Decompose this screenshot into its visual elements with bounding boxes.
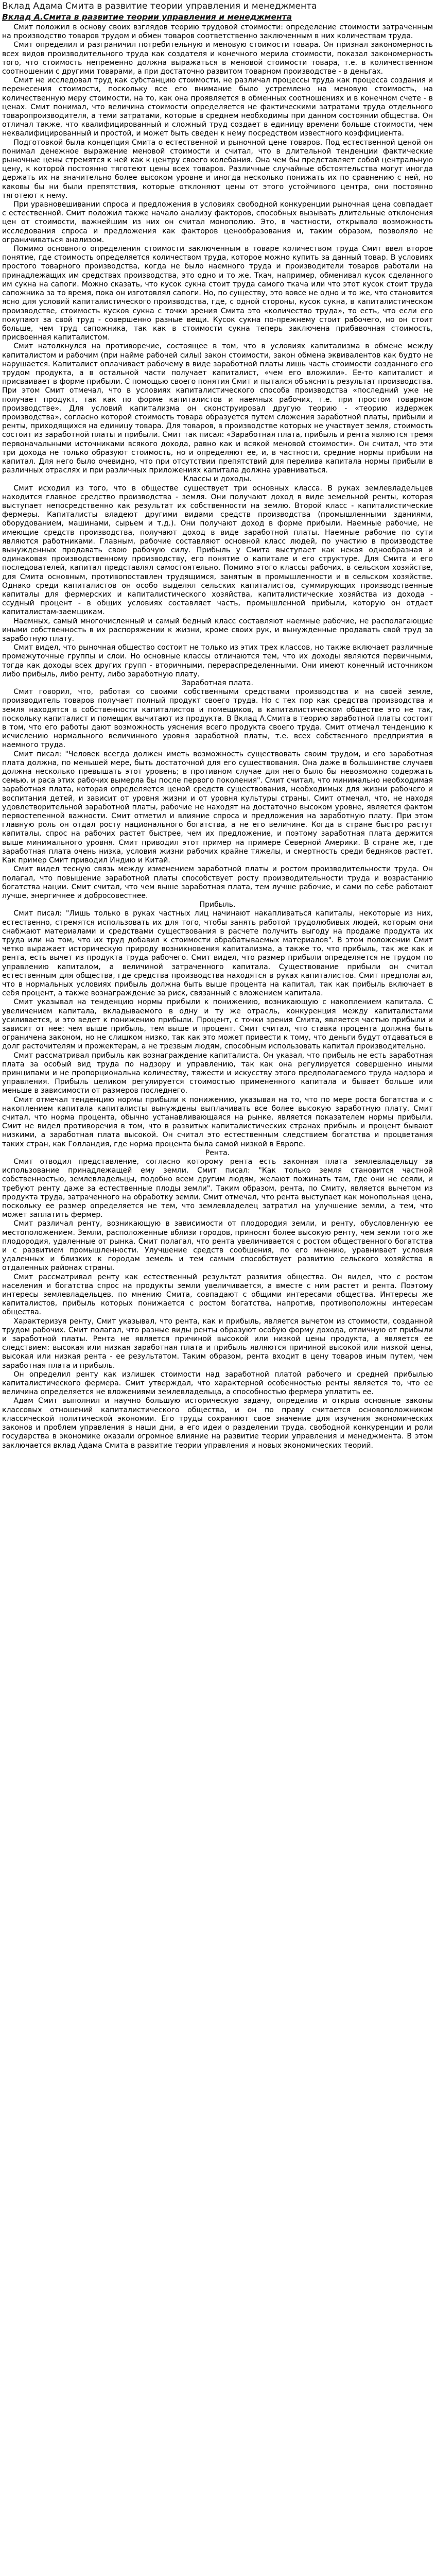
article-paragraph: Смит различал ренту, возникающую в зависимости от плодородия земли, и ренту, обусловленную ее местоположением. Земли, расположенные вблизи городов, приносят более высокую ренту, чем земли того же плодородия, удаленные от рынка. Смит полагал, что рента увеличивается с ростом общественного богатства и с развитием промышленности. Улучшение средств сообщения, по его мнению, уравнивает условия удаленных и близких к городам земель и тем самым способствует развитию сельского хозяйства в отдаленных районах страны. bbox=[2, 1219, 433, 1273]
article-paragraph: Смит говорил, что, работая со своими собственными средствами производства и на своей земле, производитель товаров получает полный продукт своего труда. Но с тех пор как средства производства и земля находятся в собственности капиталистов и помещиков, в капиталистическом обществе это не так, поскольку капиталист и помещик вычитают из продукта. В Вклад А.Смита в теорию заработной платы состоит в том, что его работы дают возможность уяснения всего продукта своего труда. Смит отмечал тенденцию к исчислению нормального величинного уровня заработной платы, т.е. всех собственного предприятия в наемного труда. bbox=[2, 688, 433, 750]
document-title: Вклад Адама Смита в развитие теории управления и менеджмента bbox=[2, 1, 317, 11]
article-heading: Вклад А.Смита в развитие теории управления и менеджмента bbox=[2, 12, 292, 22]
article-body bbox=[2, 23, 433, 1450]
article-paragraph: Смит писал: "Человек всегда должен иметь возможность существовать своим трудом, и его заработная плата должна, по меньшей мере, быть достаточной для его существования. Она даже в большинстве случаев должна несколько превышать этот уровень; в противном случае для него было бы невозможно содержать семью, и раса этих рабочих вымерла бы после первого поколения". Смит считал, что минимально необходимая заработная плата, которая определяется ценой средств существования, необходимых для жизни рабочего и воспитания детей, и зависит от уровня жизни и от уровня культуры страны. Смит отмечал, что, не находя удовлетворительной заработной платы, рабочие не находят на достаточно высоком уровне, является фактом первостепенной важности. Смит отметил и влияние спроса и предложения на заработную плату. При этом главную роль он отдал росту национального богатства, а не его величине. Когда в стране быстро растут капиталы, спрос на рабочих растет быстрее, чем их предложение, и поэтому заработная плата держится выше минимального уровня. Смит приводил этот пример на примере Северной Америки. В стране же, где заработная плата очень низка, условия жизни рабочих крайне тяжелы, и смертность среди бедняков растет. Как пример Смит приводил Индию и Китай. bbox=[2, 750, 433, 865]
article-paragraph: При уравновешивании спроса и предложения в условиях свободной конкуренции рыночная цена совпадает с естественной. Смит положил также начало анализу факторов, способных вызывать длительные отклонения цен от стоимости, важнейшим из них он считал монополию. Это, в частности, открывало возможность исследования спроса и предложения как факторов ценообразования и, таким образом, позволяло не ограничиваться анализом. bbox=[2, 200, 433, 244]
article-paragraph: Подготовкой была концепция Смита о естественной и рыночной цене товаров. Под естественной ценой он понимал денежное выражение меновой стоимости и считал, что в длительной тенденции фактические рыночные цены стремятся к ней как к центру своего колебания. Она чем бы представляет собой центральную цену, к которой постоянно тяготеют цены всех товаров. Различные случайные обстоятельства могут иногда держать их на значительно более высоком уровне и иногда несколько понижать их по сравнению с ней, но каковы бы ни были препятствия, которые отклоняют цены от этого устойчивого центра, они постоянно тяготеют к нему. bbox=[2, 138, 433, 200]
article-paragraph: Смит не исследовал труд как субстанцию стоимости, не различал процессы труда как процесса создания и перенесения стоимости, поскольку все его внимание было устремлено на меновую стоимость, на количественную меру стоимости, на то, как она проявляется в обменных соотношениях и в конечном счете - в ценах. Смит понимал, что величина стоимости определяется не фактическими затратами труда отдельного товаропроизводителя, а теми затратами, которые в среднем необходимы при данном состоянии общества. Он отличал также, что квалифицированный и сложный труд создает в единицу времени больше стоимости, чем неквалифицированный и простой, и может быть сведен к нему посредством известного коэффициента. bbox=[2, 76, 433, 138]
article-paragraph: Смит натолкнулся на противоречие, состоящее в том, что в условиях капитализма в обмене между капиталистом и рабочим (при найме рабочей силы) закон стоимости, закон обмена эквивалентов как будто не нарушается. Капиталист оплачивает рабочему в виде заработной платы лишь часть стоимости созданного его трудом продукта, а в остальной части получает капиталист, «чем его вложили». Ее-то капиталист и присваивает в форме прибыли. С помощью своего понятия Смит и пытался объяснить результат производства. При этом Смит отмечал, что в условиях капиталистического способа производства «последний уже не получает продукт, так как по форме капиталистов и наемных рабочих, т.е. при простом товарном производстве». Для условий капитализма он сконструировал другую теорию - «теорию издержек производства», согласно которой стоимость товара образуется путем сложения заработной платы, прибыли и ренты, приходящихся на единицу товара. Для товаров, в производстве которых не участвует земля, стоимость состоит из заработной платы и прибыли. Смит так писал: «Заработная плата, прибыль и рента являются тремя первоначальными источниками всякого дохода, равно как и всякой меновой стоимости». Он считал, что эти три дохода не только образуют стоимость, но и определяют ее, и, в частности, средние нормы прибыли на капитал. Для него было очевидно, что при отсутствии препятствий для перелива капитала нормы прибыли в различных отраслях и при различных приложениях капитала должна уравниваться. bbox=[2, 342, 433, 475]
article-paragraph: Помимо основного определения стоимости заключенным в товаре количеством труда Смит ввел второе понятие, где стоимость определяется количеством труда, которое можно купить за данный товар. В условиях простого товарного производства, когда не было наемного труда и производители товаров работали на принадлежащих им средствах производства, это одно и то же. Ткач, например, обменивал кусок сделанного им сукна на сапоги. Можно сказать, что кусок сукна стоит труда самого ткача или что этот кусок стоит труда сапожника за то время, пока он изготовлял сапоги. Но, по существу, это вовсе не одно и то же, что становится ясно для условий капиталистического производства, где, с одной стороны, кусок сукна, в капиталистическом производстве, стоимость кусков сукна с точки зрения Смита это «количество труда», то есть, что если его покупают за свой труд - совершенно разные вещи. Кусок сукна по-прежнему стоит рабочего, но он стоит больше, чем труд сапожника, так как в стоимости сукна теперь заключена прибавочная стоимость, присвоенная капиталистом. bbox=[2, 245, 433, 342]
article-paragraph: Он определил ренту как излишек стоимости над заработной платой рабочего и средней прибылью капиталистического фермера. Смит утверждал, что характерной особенностью ренты является то, что ее величина определяется не вложениями землевладельца, а способностью фермера уплатить ее. bbox=[2, 1370, 433, 1397]
article-paragraph: Смит рассматривал прибыль как вознаграждение капиталиста. Он указал, что прибыль не есть заработная плата за особый вид труда по надзору и управлению, так как она регулируется совершенно иными принципами и не пропорциональна количеству, тяжести и искусству этого предполагаемого труда надзора и управления. Прибыль целиком регулируется стоимостью примененного капитала и бывает больше или меньше в зависимости от размеров последнего. bbox=[2, 1051, 433, 1095]
article-paragraph: Адам Смит выполнил и научно большую историческую задачу, определив и открыв основные законы классовых отношений капиталистического общества, и он по праву считается основоположником классической политической экономии. Его труды сохраняют свое значение для изучения экономических законов и проблем управления в наши дни, а его идеи о разделении труда, свободной конкуренции и роли государства в экономике оказали огромное влияние на развитие теории управления и менеджмента. В этом заключается вклад Адама Смита в развитие теории управления и новых экономических теорий. bbox=[2, 1397, 433, 1450]
article-paragraph: Смит указывал на тенденцию нормы прибыли к понижению, возникающую с накоплением капитала. С увеличением капитала, вкладываемого в одну и ту же отрасль, конкуренция между капиталистами усиливается, и это ведет к понижению прибыли. Процент, с точки зрения Смита, является частью прибыли и зависит от нее: чем выше прибыль, тем выше и процент. Смит считал, что ставка процента должна быть ограничена законом, но не слишком низко, так как это может привести к тому, что деньги будут отдаваться в долг расточителям и прожектерам, а не трезвым людям, способным использовать капитал производительно. bbox=[2, 998, 433, 1051]
article-paragraph: Смит писал: "Лишь только в руках частных лиц начинают накапливаться капиталы, некоторые из них, естественно, стремятся использовать их для того, чтобы занять работой трудолюбивых людей, которым они снабжают материалами и средствами существования в расчете получить выгоду на продаже продукта их труда или на том, что их труд добавил к стоимости обрабатываемых материалов". В этом положении Смит четко выражает историческую природу возникновения капитализма, а также то, что прибыль, так же как и рента, есть вычет из продукта труда рабочего. Смит видел, что размер прибыли определяется не трудом по управлению капиталом, а величиной затраченного капитала. Существование прибыли он считал естественным для общества, где средства производства находятся в руках капиталистов. Смит предполагал, что в нормальных условиях прибыль должна быть выше процента на капитал, так как прибыль включает в себя процент, а также вознаграждение за риск, связанный с вложением капитала. bbox=[2, 909, 433, 998]
section-heading: Рента. bbox=[205, 1148, 230, 1157]
article-paragraph: Смит исходил из того, что в обществе существует три основных класса. В руках землевладельцев находится главное средство производства - земля. Они получают доход в виде земельной ренты, которая выступает непосредственно как результат их собственности на землю. Второй класс - капиталистические фермеры. Капиталисты владеют другими видами средств производства (промышленными зданиями, оборудованием, машинами, сырьем и т.д.). Они получают доход в форме прибыли. Наемные рабочие, не имеющие средств производства, получают доход в виде заработной платы. Наемные рабочие по сути являются работниками. Главным, рабочие составляют основной класс людей, по участию в производстве вынужденных продавать свою рабочую силу. Прибыль у Смита выступает как некая однообразная и одинаковая производственному производству, его понятие о капитале и его структуре. Для Смита и его последователей, капитал представлял самостоятельно. Помимо этого классы рабочих, в сельском хозяйстве, для Смита основным, противопоставлен трудящимся, занятым в промышленности и в сельском хозяйстве. Однако среди капиталистов он особо выделял сельских капиталистов, суммирующих производственные капиталы для фермерских и капиталистического хозяйства, капиталистические хозяйства из дохода - ссудный процент - в общих условиях составляет часть, промышленной прибыли, которую он отдает капиталистам-заемщикам. bbox=[2, 484, 433, 617]
article-paragraph: Смит отмечал тенденцию нормы прибыли к понижению, указывая на то, что по мере роста богатства и с накоплением капитала капиталисты вынуждены выплачивать все более высокую заработную плату. Смит считал, что норма процента, обычно устанавливающаяся на рынке, является показателем нормы прибыли. Смит не видел противоречия в том, что в развитых капиталистических странах прибыль и процент бывают низкими, а заработная плата высокой. Он считал это естественным следствием богатства и процветания таких стран, как Голландия, где норма процента была самой низкой в Европе. bbox=[2, 1095, 433, 1148]
article-paragraph: Смит определил и разграничил потребительную и меновую стоимости товара. Он признал закономерность всех видов производительного труда как создателя и конечного мерила стоимости, показал закономерность того, что стоимость непременно должна выражаться в меновой стоимости товара, т.е. в количественном соотношении с другими товарами, а при достаточно развитом товарном производстве - в деньгах. bbox=[2, 41, 433, 76]
article-paragraph: Смит видел, что рыночная общество состоит не только из этих трех классов, но также включает различные промежуточные группы и слои. Но основные классы отличаются тем, что их доходы являются первичными, тогда как доходы всех других групп - вторичными, перераспределенными. Они имеют конечный источником либо прибыль, либо ренту, либо заработную плату. bbox=[2, 643, 433, 679]
article-paragraph: Смит отводил представление, согласно которому рента есть законная плата землевладельцу за использование принадлежащей ему земли. Смит писал: "Как только земля становится частной собственностью, землевладельцы, подобно всем другим людям, желают пожинать там, где они не сеяли, и требуют ренту даже за естественные плоды земли". Таким образом, рента, по Смиту, является вычетом из продукта труда, затраченного на обработку земли. Смит отмечал, что рента выступает как монопольная цена, поскольку ее размер определяется не тем, что землевладелец затратил на улучшение земли, а тем, что может заплатить фермер. bbox=[2, 1158, 433, 1219]
section-heading: Классы и доходы. bbox=[183, 475, 252, 484]
article-paragraph: Характеризуя ренту, Смит указывал, что рента, как и прибыль, является вычетом из стоимости, созданной трудом рабочих. Смит полагал, что разные виды ренты образуют особую форму дохода, отличную от прибыли и заработной платы. Рента не является причиной высокой или низкой цены продукта, а является ее следствием: высокая или низкая заработная плата и прибыль являются причиной высокой или низкой цены, высокая или низкая рента - ее результатом. Таким образом, рента входит в цену товаров иным путем, чем заработная плата и прибыль. bbox=[2, 1317, 433, 1370]
article-paragraph: Наемных, самый многочисленный и самый бедный класс составляют наемные рабочие, не располагающие иными собственность в их распоряжении к жизни, кроме своих рук, и вынужденные продавать свой труд за заработную плату. bbox=[2, 617, 433, 643]
article-paragraph: Смит видел тесную связь между изменением заработной платы и ростом производительности труда. Он полагал, что повышение заработной платы способствует росту производительности труда и возрастанию богатства нации. Смит считал, что чем выше заработная плата, тем лучше рабочие, и сами по себе работают лучше, энергичнее и добросовестнее. bbox=[2, 865, 433, 900]
section-heading: Заработная плата. bbox=[182, 679, 253, 688]
section-heading: Прибыль. bbox=[199, 901, 236, 909]
article-paragraph: Смит положил в основу своих взглядов теорию трудовой стоимости: определение стоимости затраченным на производство товаров трудом и обмен товаров соответственно заключенным в них количествам труда. bbox=[2, 23, 433, 41]
article-paragraph: Смит рассматривал ренту как естественный результат развития общества. Он видел, что с ростом населения и богатства спрос на продукты земли увеличивается, а вместе с ним растет и рента. Поэтому интересы землевладельцев, по мнению Смита, совпадают с общими интересами общества. Интересы же капиталистов, прибыль которых понижается с ростом богатства, напротив, противоположны интересам общества. bbox=[2, 1273, 433, 1317]
